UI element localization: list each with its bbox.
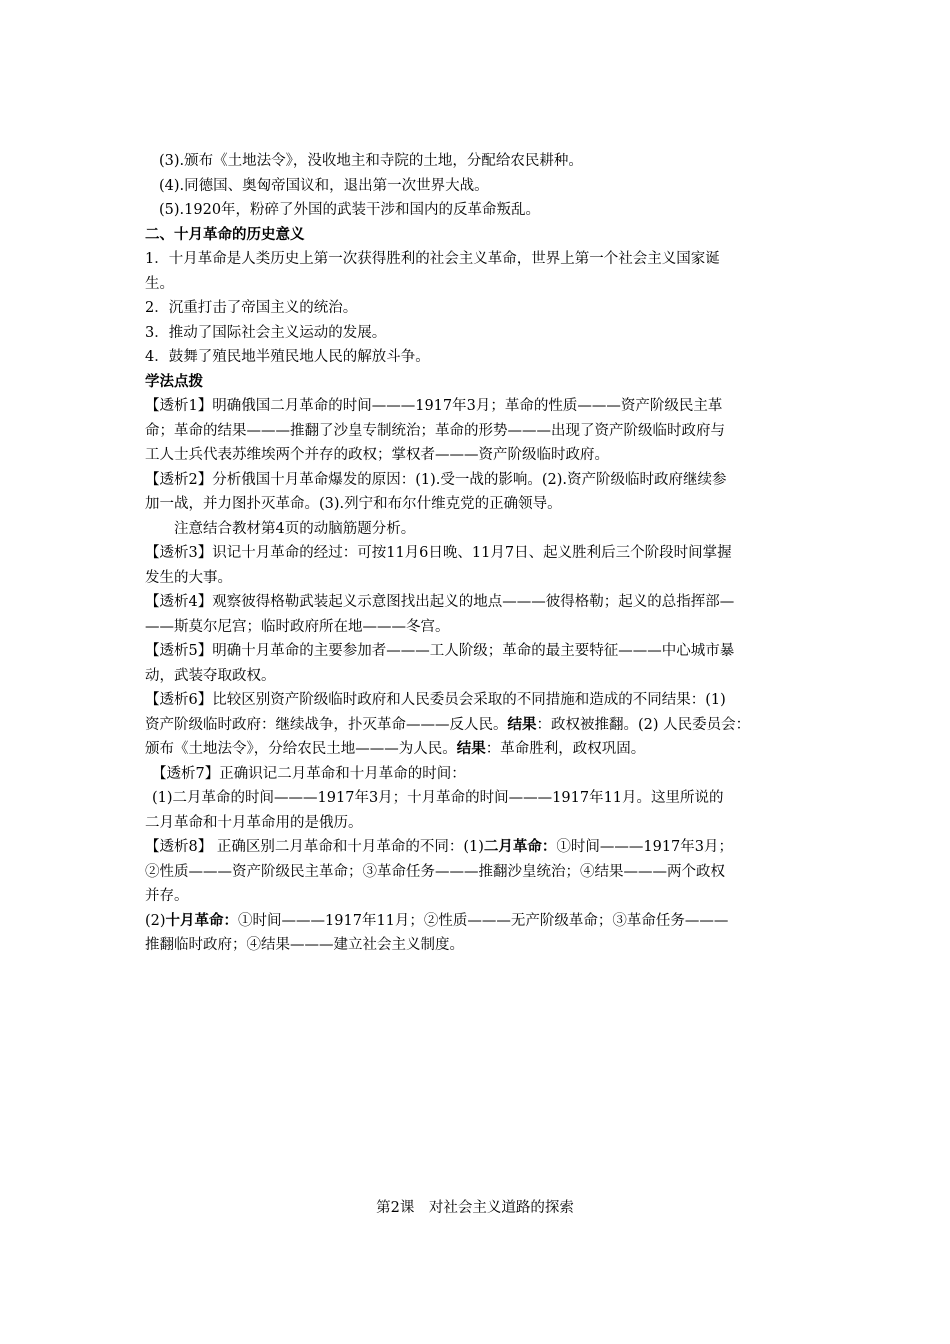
- section-heading: 二、十月革命的历史意义: [145, 225, 305, 243]
- document-body: [145, 149, 813, 958]
- analysis-8-line-4-a: (2): [145, 912, 166, 929]
- analysis-4-line-2: ——斯莫尔尼宫；临时政府所在地———冬宫。: [145, 618, 450, 635]
- analysis-7-line-2: (1)二月革命的时间———1917年3月；十月革命的时间———1917年11月。这里所说的: [152, 790, 724, 806]
- significance-1-cont: 生。: [145, 275, 174, 292]
- analysis-1-line-3: 工人士兵代表苏维埃两个并存的政权；掌权者———资产阶级临时政府。: [145, 447, 609, 463]
- analysis-8-line-1-a: 【透析8】 正确区别二月革命和十月革命的不同：(1): [145, 839, 484, 855]
- analysis-2-line-2: 加一战，并力图扑灭革命。(3).列宁和布尔什维克党的正确领导。: [145, 496, 562, 512]
- lesson-title: 第2课 对社会主义道路的探索: [376, 1200, 574, 1216]
- analysis-6-line-3-b: ：革命胜利，政权巩固。: [485, 741, 646, 757]
- february-revolution-label: 二月革命：: [483, 838, 557, 855]
- analysis-6-line-2-a: 资产阶级临时政府：继续战争，扑灭革命———反人民。: [145, 716, 508, 733]
- significance-3: 3．推动了国际社会主义运动的发展。: [145, 324, 387, 341]
- significance-1: 1．十月革命是人类历史上第一次获得胜利的社会主义革命，世界上第一个社会主义国家诞: [145, 251, 720, 267]
- october-revolution-label: 十月革命：: [165, 911, 239, 929]
- analysis-2-line-1: 【透析2】分析俄国十月革命爆发的原因：(1).受一战的影响。(2).资产阶级临时政府继续参: [145, 471, 727, 488]
- analysis-6-line-2: [145, 713, 813, 738]
- analysis-5-line-2: 动，武装夺取政权。: [145, 667, 276, 684]
- analysis-8-line-3: 并存。: [145, 888, 189, 904]
- analysis-8-line-1: [145, 835, 813, 860]
- analysis-7-line-1: 【透析7】正确识记二月革命和十月革命的时间：: [152, 765, 466, 782]
- analysis-8-line-4: [145, 909, 813, 934]
- analysis-3-line-1: 【透析3】识记十月革命的经过：可按11月6日晚、11月7日、起义胜利后三个阶段时间掌握: [145, 545, 732, 561]
- analysis-6-line-2-b: ：政权被推翻。(2) 人民委员会：: [536, 716, 751, 733]
- analysis-8-line-2: ②性质———资产阶级民主革命；③革命任务———推翻沙皇统治；④结果———两个政权: [145, 863, 725, 880]
- analysis-4-line-1: 【透析4】观察彼得格勒武装起义示意图找出起义的地点———彼得格勒；起义的总指挥部—: [145, 594, 735, 610]
- analysis-1-line-2: 命；革命的结果———推翻了沙皇专制统治；革命的形势———出现了资产阶级临时政府与: [145, 422, 725, 439]
- measure-5: (5).1920年，粉碎了外国的武装干涉和国内的反革命叛乱。: [159, 202, 541, 218]
- result-label: 结果: [456, 740, 486, 757]
- analysis-5-line-1: 【透析5】明确十月革命的主要参加者———工人阶级；革命的最主要特征———中心城市暴: [145, 643, 735, 659]
- analysis-2-note: 注意结合教材第4页的动脑筋题分析。: [174, 520, 416, 537]
- analysis-6-line-3-a: 颁布《土地法令》，分给农民土地———为人民。: [145, 741, 457, 757]
- analysis-8-line-1-b: ①时间———1917年3月；: [556, 839, 734, 855]
- analysis-6-line-3: [145, 737, 813, 762]
- analysis-8-line-4-b: ①时间———1917年11月；②性质———无产阶级革命；③革命任务———: [238, 912, 729, 929]
- significance-4: 4．鼓舞了殖民地半殖民地人民的解放斗争。: [145, 349, 430, 365]
- analysis-6-line-1: 【透析6】比较区别资产阶级临时政府和人民委员会采取的不同措施和造成的不同结果：(1): [145, 692, 726, 708]
- analysis-7-line-3: 二月革命和十月革命用的是俄历。: [145, 814, 363, 831]
- study-tips-heading: 学法点拨: [145, 372, 203, 390]
- significance-2: 2．沉重打击了帝国主义的统治。: [145, 300, 358, 316]
- measure-4: (4).同德国、奥匈帝国议和，退出第一次世界大战。: [159, 177, 489, 194]
- analysis-3-line-2: 发生的大事。: [145, 569, 232, 586]
- measure-3: (3).颁布《土地法令》，没收地主和寺院的土地，分配给农民耕种。: [159, 153, 583, 169]
- analysis-1-line-1: 【透析1】明确俄国二月革命的时间———1917年3月；革命的性质———资产阶级民主革: [145, 398, 723, 414]
- analysis-8-line-5: 推翻临时政府；④结果———建立社会主义制度。: [145, 937, 464, 953]
- result-label: 结果: [507, 715, 537, 733]
